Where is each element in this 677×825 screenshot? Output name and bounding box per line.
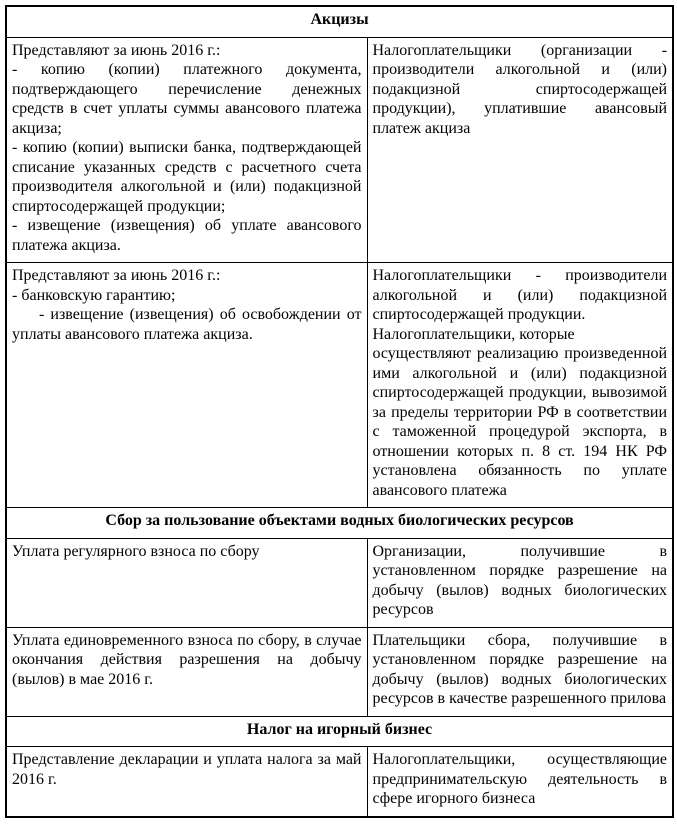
cell-paragraph: Налогоплательщики (организации - производители алкогольной и (или) подакцизной спиртосодержащей продукции), уплатившие авансовый платеж акциза <box>372 41 668 137</box>
table-row <box>6 538 673 627</box>
action-cell <box>6 538 367 627</box>
cell-paragraph: Налогоплательщики, осуществляющие предпринимательскую деятельность в сфере игорного бизнеса <box>372 751 668 807</box>
section-header-excise: Акцизы <box>6 6 673 37</box>
payer-cell <box>367 37 673 263</box>
cell-paragraph: Уплата регулярного взноса по сбору <box>12 542 260 560</box>
section-header-water-bio-resources: Сбор за пользование объектами водных биологических ресурсов <box>6 508 673 539</box>
cell-paragraph: Организации, получившие в установленном порядке разрешение на добычу (вылов) водных биологических ресурсов <box>372 542 668 618</box>
action-cell <box>6 263 367 508</box>
section-header-row-gambling-tax <box>6 716 673 747</box>
cell-paragraph: Представляют за июнь 2016 г.: <box>12 41 221 59</box>
cell-paragraph: Представляют за июнь 2016 г.: <box>12 267 221 284</box>
cell-paragraph: Представление декларации и уплата налога за май 2016 г. <box>12 751 362 788</box>
section-header-row-excise <box>6 6 673 37</box>
tax-deadlines-table <box>5 5 674 818</box>
action-cell <box>6 747 367 817</box>
table-row <box>6 37 673 263</box>
cell-paragraph: Плательщики сбора, получившие в установленном порядке разрешение на добычу (вылов) водных биологических ресурсов в качестве разрешенного прилова <box>372 631 668 707</box>
cell-paragraph: - банковскую гарантию; <box>12 286 176 304</box>
cell-paragraph: Налогоплательщики - производители алкогольной и (или) подакцизной спиртосодержащей продукции. <box>372 267 668 323</box>
section-header-gambling-tax: Налог на игорный бизнес <box>6 716 673 747</box>
payer-cell <box>367 627 673 716</box>
cell-paragraph: Налогоплательщики, которые <box>372 325 575 343</box>
cell-paragraph: осуществляют реализацию произведенной ими алкогольной и (или) подакцизной спиртосодержащей продукции, вывозимой за пределы территории РФ в соответствии с таможенной процедурой экспорта, в отношении которых п. 8 ст. 194 НК РФ установлена обязанность по уплате авансового платежа <box>372 345 668 499</box>
section-header-row-water-bio-resources <box>6 508 673 539</box>
action-cell <box>6 627 367 716</box>
action-cell <box>6 37 367 263</box>
cell-paragraph: - извещение (извещения) об освобождении от уплаты авансового платежа акциза. <box>12 306 362 343</box>
payer-cell <box>367 538 673 627</box>
cell-paragraph: Уплата единовременного взноса по сбору, в случае окончания действия разрешения на добычу (вылов) в мае 2016 г. <box>12 631 362 688</box>
table-row <box>6 627 673 716</box>
cell-paragraph: - извещение (извещения) об уплате авансового платежа акциза. <box>12 217 362 254</box>
table-row <box>6 263 673 508</box>
table-row <box>6 747 673 817</box>
payer-cell <box>367 747 673 817</box>
payer-cell <box>367 263 673 508</box>
cell-paragraph: - копию (копии) выписки банка, подтверждающей списание указанных средств с расчетного счета производителя алкогольной и (или) подакцизной спиртосодержащей продукции; <box>12 139 362 215</box>
cell-paragraph: - копию (копии) платежного документа, подтверждающего перечисление денежных средств в счет уплаты суммы авансового платежа акциза; <box>12 61 362 137</box>
